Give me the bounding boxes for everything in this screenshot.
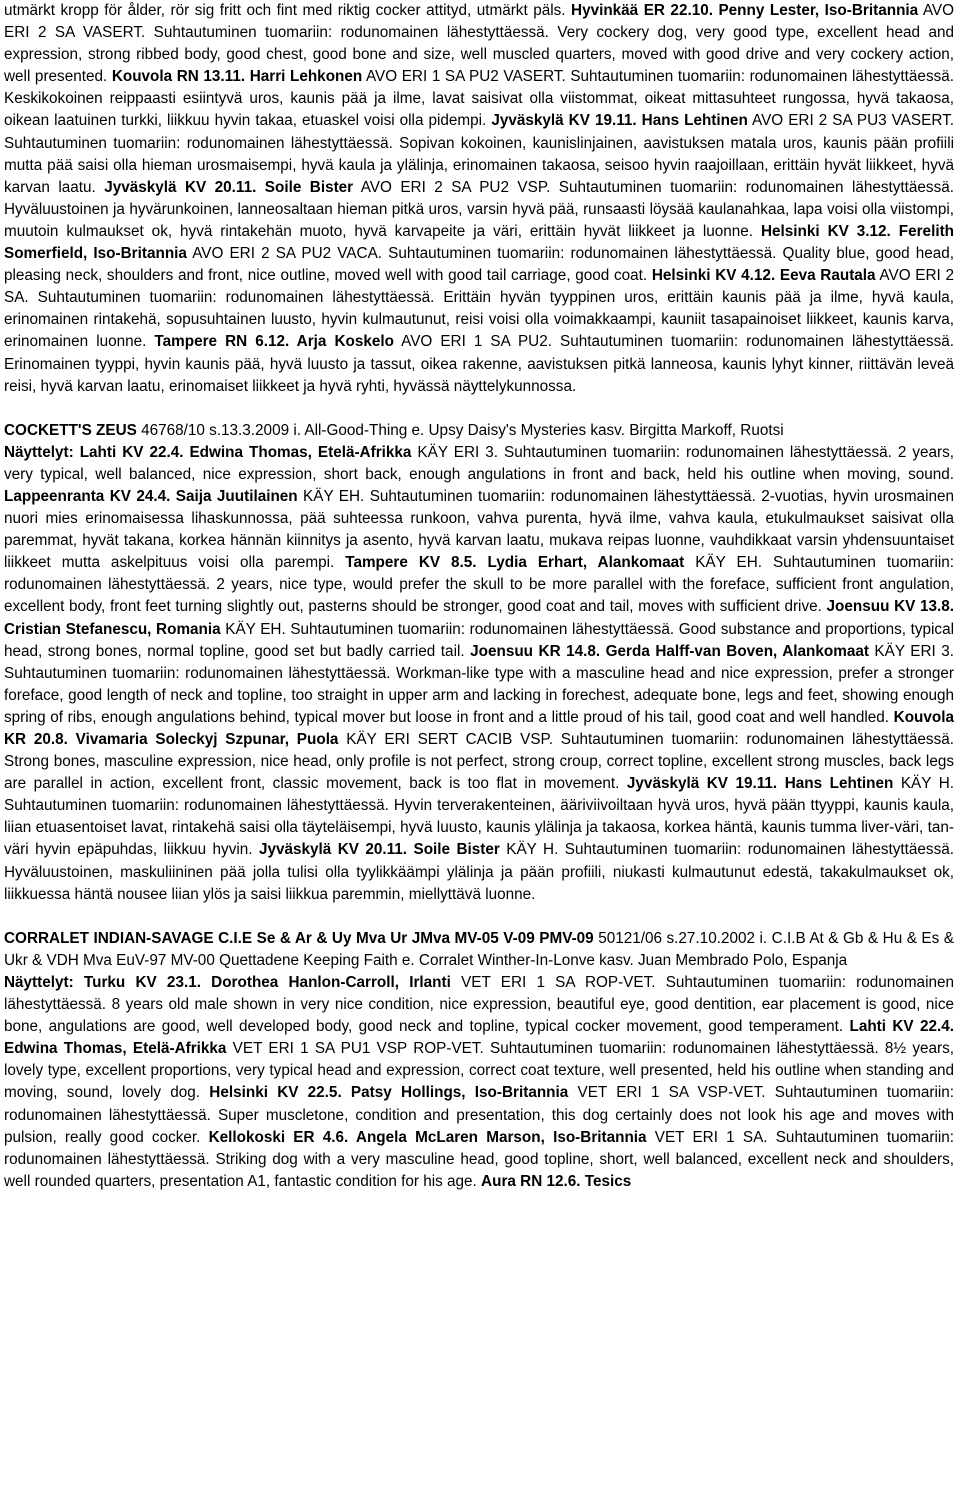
bold-run: Helsinki KV 4.12. Eeva Rautala [651, 267, 876, 285]
text-run: utmärkt kropp för ålder, rör sig fritt och fint med riktig cocker attityd, utmärkt päls. [4, 2, 572, 19]
bold-run: Joensuu KV 13.8. Cristian Stefanescu, Romania [4, 598, 954, 638]
bold-run: Tampere KV 8.5. Lydia Erhart, Alankomaat [345, 554, 685, 572]
corralet-body [4, 972, 954, 1193]
bold-run: Kouvola RN 13.11. Harri Lehkonen [111, 68, 363, 86]
text-run: KÄY EH. Suhtautuminen tuomariin: rodunomainen lähestyttäessä. Good substance and proportions, typical head, strong bones, normal topline, good set but badly carried tail. [4, 620, 954, 660]
text-run: AVO ERI 2 SA PU2 VSP. Suhtautuminen tuomariin: rodunomainen lähestyttäessä. Hyväluustoinen ja hyvärunkoinen, lanneosaltaan hieman pitkä uros, varsin hyvä pää, runsaasti löysää kaulanahkaa, lapa voisi olla viistompi, muutoin kulmaukset ok, hyvä rintakehän muoto, hyvä karvapeite ja väri, erittäin hyvät liikkeet ja luonne. [4, 178, 954, 240]
text-run: AVO ERI 2 SA VASERT. Suhtautuminen tuomariin: rodunomainen lähestyttäessä. Very cockery dog, very good type, excellent head and expression, strong ribbed body, good chest, good bone and size, well muscled quarters, moved with good drive and very cockery action, well presented. [4, 2, 954, 86]
bold-run: COCKETT'S ZEUS [4, 421, 137, 439]
text-run: KÄY ERI 3. Suhtautuminen tuomariin: rodunomainen lähestyttäessä. Workman-like type with a masculine head and nice expression, prefer a stronger foreface, good length of neck and topline, too straight in upper arm and lacking in forechest, adequate bone, legs and feet, showing enough spring of ribs, enough angulations behind, typical mover but loose in front and a little proud of his tail, good coat and well handled. [4, 642, 955, 726]
text-run: KÄY ERI 3. Suhtautuminen tuomariin: rodunomainen lähestyttäessä. 2 years, very typical, well balanced, nice expression, short back, enough angulations in front and back, held his outline when moving, sound. [4, 443, 955, 483]
text-run: AVO ERI 1 SA PU2. Suhtautuminen tuomariin: rodunomainen lähestyttäessä. Erinomainen tyyppi, hyvin kaunis pää, hyvä luusto ja tassut, oikea rakenne, aavistuksen pitkä lanneosa, kaunis lyhyt kinner, riittävän leveä reisi, hyvä karvan laatu, erinomaiset liikkeet ja hyvä ryhti, hyvässä näyttelykunnossa. [4, 333, 954, 395]
text-run: KÄY EH. Suhtautuminen tuomariin: rodunomainen lähestyttäessä. 2-vuotias, hyvin urosmainen nuori mies erinomaisessa lihaskunnossa, pää suhteessa runkoon, vahva purenta, hyvä ilme, vahva kaula, etukulmaukset saisivat olla paremmat, hyvät takana, korkea hännän kiinnitys ja asento, hyvä karvan laatu, mukava reipas luonne, vauhdikkaat varsin yhdensuuntaiset liikkeet mutta askelpituus voisi olla parempi. [4, 487, 954, 572]
bold-run: CORRALET INDIAN-SAVAGE C.I.E Se & Ar & Uy Mva Ur JMva MV-05 V-09 PMV-09 [4, 929, 594, 947]
bold-run: Kouvola KR 20.8. Vivamaria Soleckyj Szpunar, Puola [4, 708, 954, 748]
zeus-header [4, 420, 954, 442]
text-run: KÄY EH. Suhtautuminen tuomariin: rodunomainen lähestyttäessä. 2 years, nice type, would prefer the skull to be more parallel with the foreface, sufficient front angulation, excellent body, front feet turning slightly out, pasterns should be stronger, good coat and tail, moves with sufficient drive. [4, 554, 954, 616]
bold-run: Jyväskylä KV 19.11. Hans Lehtinen [626, 775, 894, 793]
bold-run: Kellokoski ER 4.6. Angela McLaren Marson, Iso-Britannia [208, 1128, 647, 1146]
corralet-header [4, 928, 954, 972]
text-run: AVO ERI 2 SA PU3 VASERT. Suhtautuminen tuomariin: rodunomainen lähestyttäessä. Sopivan kokoinen, kaunislinjainen, aavistuksen matala uros, kaunis pään profiili mutta pää saisi olla hieman urosmaisempi, hyvä kaula ja ylälinja, erinomainen takaosa, seisoo hyvin raajoillaan, erittäin hyvät liikkeet, hyvä karvan laatu. [4, 112, 955, 196]
bold-run: Lahti KV 22.4. Edwina Thomas, Etelä-Afrikka [4, 1018, 955, 1058]
bold-run: Lappeenranta KV 24.4. Saija Juutilainen [4, 487, 298, 505]
bold-run: Aura RN 12.6. Tesics [481, 1172, 632, 1190]
bold-run: Joensuu KR 14.8. Gerda Halff-van Boven, Alankomaat [470, 642, 869, 660]
intro-paragraph [4, 0, 954, 398]
bold-run: Näyttelyt: Lahti KV 22.4. Edwina Thomas, Etelä-Afrikka [4, 443, 412, 461]
bold-run: Helsinki KV 22.5. Patsy Hollings, Iso-Britannia [209, 1084, 569, 1102]
text-run: KÄY ERI SERT CACIB VSP. Suhtautuminen tuomariin: rodunomainen lähestyttäessä. Strong bones, masculine expression, nice head, only profile is not perfect, strong croup, correct topline, excellent strong muscles, back legs are parallel in action, excellent front, classic movement, back is too flat in movement. [4, 731, 954, 793]
text-run: AVO ERI 2 SA PU2 VACA. Suhtautuminen tuomariin: rodunomainen lähestyttäessä. Quality blue, good head, pleasing neck, shoulders and front, nice outline, moved well with good tail carriage, good coat. [4, 245, 954, 285]
bold-run: Jyväskylä KV 19.11. Hans Lehtinen [491, 112, 748, 130]
text-run: VET ERI 1 SA ROP-VET. Suhtautuminen tuomariin: rodunomainen lähestyttäessä. 8 years old male shown in very nice condition, nice expression, beautiful eye, good dentition, ear placement is good, nice bone, angulations are good, well developed body, good neck and topline, typical cocker movement, good temperament. [4, 973, 954, 1036]
text-run: 46768/10 s.13.3.2009 i. All-Good-Thing e. Upsy Daisy's Mysteries kasv. Birgitta Markoff, Ruotsi [136, 421, 784, 439]
bold-run: Helsinki KV 3.12. Ferelith Somerfield, Iso-Britannia [4, 222, 955, 263]
text-run: KÄY H. Suhtautuminen tuomariin: rodunomainen lähestyttäessä. Hyvin terverakenteinen, ääriviivoiltaan hyvä uros, hyvä pään ttyyppi, kaunis kaula, liian etuasentoiset lavat, rintakehä saisi olla täyteläisempi, hyvä luusto, kaunis ylälinja ja takaosa, korkea häntä, kaunis tumma liver-väri, tan-väri hyvin epäpuhdas, liikkuu hyvin. [4, 775, 954, 859]
text-run: KÄY H. Suhtautuminen tuomariin: rodunomainen lähestyttäessä. Hyväluustoinen, maskuliininen pää jolla tulisi olla tyylikkäämpi ylälinja ja pään profiili, niukasti kulmautunut edestä, takakulmaukset ok, liikkuessa häntä nousee liian ylös ja saisi liikkua paremmin, miellyttävä luonne. [4, 841, 954, 903]
spacer [4, 398, 954, 420]
zeus-body [4, 442, 954, 906]
bold-run: Tampere RN 6.12. Arja Koskelo [154, 333, 394, 351]
bold-run: Hyvinkää ER 22.10. Penny Lester, Iso-Britannia [571, 2, 919, 19]
text-run: AVO ERI 1 SA PU2 VASERT. Suhtautuminen tuomariin: rodunomainen lähestyttäessä. Keskikokoinen reippaasti esiintyvä uros, kaunis pää ja ilme, lavat saisivat olla viistommat, oikeat mittasuhteet rungossa, hyvä takaosa, oikean laatuinen turkki, liikkuu hyvin takaa, etuaskel voisi olla pidempi. [4, 68, 954, 130]
text-run: 50121/06 s.27.10.2002 i. C.I.B At & Gb & Hu & Es & Ukr & VDH Mva EuV-97 MV-00 Quettadene Keeping Faith e. Corralet Winther-In-Lonve kasv. Juan Membrado Polo, Espanja [4, 929, 954, 969]
text-run: VET ERI 1 SA. Suhtautuminen tuomariin: rodunomainen lähestyttäessä. Striking dog with a very masculine head, good topline, short, well balanced, excellent neck and shoulders, well rounded quarters, presentation A1, fantastic condition for his age. [4, 1128, 954, 1190]
bold-run: Jyväskylä KV 20.11. Soile Bister [258, 841, 500, 859]
spacer [4, 906, 954, 928]
text-run: VET ERI 1 SA VSP-VET. Suhtautuminen tuomariin: rodunomainen lähestyttäessä. Super muscletone, condition and presentation, this dog certainly does not look his age and moves with pulsion, really good cocker. [4, 1084, 954, 1146]
bold-run: Jyväskylä KV 20.11. Soile Bister [104, 178, 354, 196]
bold-run: Näyttelyt: Turku KV 23.1. Dorothea Hanlon-Carroll, Irlanti [4, 973, 451, 991]
text-run: AVO ERI 2 SA. Suhtautuminen tuomariin: rodunomainen lähestyttäessä. Erittäin hyvän tyyppinen uros, erittäin kaunis pää ja ilme, hyvä kaula, erinomainen rintakehä, sopusuhtainen luusto, hyvin kulmautunut, reisi voisi olla voimakkaampi, kauniit tasapainoiset liikkeet, kaunis karva, erinomainen luonne. [4, 267, 954, 351]
text-run: VET ERI 1 SA PU1 VSP ROP-VET. Suhtautuminen tuomariin: rodunomainen lähestyttäessä. 8½ years, lovely type, excellent proportions, very typical head and expression, correct coat texture, well presented, held his outline when standing and moving, sound, lovely dog. [4, 1040, 954, 1102]
